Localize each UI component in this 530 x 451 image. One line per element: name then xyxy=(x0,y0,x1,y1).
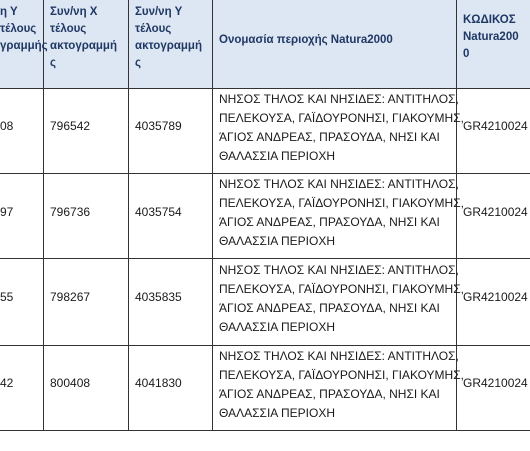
cell-y-end-partial: 08 xyxy=(0,119,14,133)
col-divider xyxy=(43,0,44,431)
header-y-end: Συν/νη Υ τέλους ακτογραμμή ς xyxy=(135,6,202,69)
cell-y-end-partial: 55 xyxy=(0,290,14,304)
header-area-name: Ονομασία περιοχής Natura2000 xyxy=(219,34,393,46)
cell-y-end: 4041830 xyxy=(135,376,182,390)
cell-natura-code: GR4210024 xyxy=(463,205,528,219)
cell-x-end: 796736 xyxy=(50,205,91,219)
col-divider xyxy=(212,0,213,431)
cell-y-end: 4035754 xyxy=(135,205,182,219)
header-y-end-partial: η Υ τέλους γραμμής xyxy=(0,6,48,52)
cell-natura-code: GR4210024 xyxy=(463,290,528,304)
row-divider xyxy=(0,88,530,89)
cell-natura-code: GR4210024 xyxy=(463,376,528,390)
header-natura-code: ΚΩΔΙΚΟΣ Natura200 0 xyxy=(463,14,519,60)
cell-x-end: 798267 xyxy=(50,290,91,304)
header-x-end: Συν/νη Χ τέλους ακτογραμμή ς xyxy=(50,6,117,69)
cell-area-name: ΝΗΣΟΣ ΤΗΛΟΣ ΚΑΙ ΝΗΣΙΔΕΣ: ΑΝΤΙΤΗΛΟΣ, ΠΕΛΕΚΟΥΣΑ, ΓΑΪΔΟΥΡΟΝΗΣΙ, ΓΙΑΚΟΥΜΗΣ, ΆΓΙΟΣ ΑΝΔΡΕΑΣ, ΠΡΑΣΟΥΔΑ, ΝΗΣΙ ΚΑΙ ΘΑΛΑΣΣΙΑ ΠΕΡΙΟΧΗ xyxy=(219,349,464,420)
cell-x-end: 800408 xyxy=(50,376,91,390)
row-divider xyxy=(0,345,530,346)
cell-area-name: ΝΗΣΟΣ ΤΗΛΟΣ ΚΑΙ ΝΗΣΙΔΕΣ: ΑΝΤΙΤΗΛΟΣ, ΠΕΛΕΚΟΥΣΑ, ΓΑΪΔΟΥΡΟΝΗΣΙ, ΓΙΑΚΟΥΜΗΣ, ΆΓΙΟΣ ΑΝΔΡΕΑΣ, ΠΡΑΣΟΥΔΑ, ΝΗΣΙ ΚΑΙ ΘΑΛΑΣΣΙΑ ΠΕΡΙΟΧΗ xyxy=(219,177,464,248)
row-divider xyxy=(0,430,530,431)
cell-natura-code: GR4210024 xyxy=(463,119,528,133)
cell-y-end: 4035835 xyxy=(135,290,182,304)
cell-y-end-partial: 42 xyxy=(0,376,14,390)
cell-x-end: 796542 xyxy=(50,119,91,133)
col-divider xyxy=(128,0,129,431)
cell-y-end: 4035789 xyxy=(135,119,182,133)
cell-area-name: ΝΗΣΟΣ ΤΗΛΟΣ ΚΑΙ ΝΗΣΙΔΕΣ: ΑΝΤΙΤΗΛΟΣ, ΠΕΛΕΚΟΥΣΑ, ΓΑΪΔΟΥΡΟΝΗΣΙ, ΓΙΑΚΟΥΜΗΣ, ΆΓΙΟΣ ΑΝΔΡΕΑΣ, ΠΡΑΣΟΥΔΑ, ΝΗΣΙ ΚΑΙ ΘΑΛΑΣΣΙΑ ΠΕΡΙΟΧΗ xyxy=(219,263,464,334)
row-divider xyxy=(0,173,530,174)
row-divider xyxy=(0,258,530,259)
cell-y-end-partial: 97 xyxy=(0,205,14,219)
cell-area-name: ΝΗΣΟΣ ΤΗΛΟΣ ΚΑΙ ΝΗΣΙΔΕΣ: ΑΝΤΙΤΗΛΟΣ, ΠΕΛΕΚΟΥΣΑ, ΓΑΪΔΟΥΡΟΝΗΣΙ, ΓΙΑΚΟΥΜΗΣ, ΆΓΙΟΣ ΑΝΔΡΕΑΣ, ΠΡΑΣΟΥΔΑ, ΝΗΣΙ ΚΑΙ ΘΑΛΑΣΣΙΑ ΠΕΡΙΟΧΗ xyxy=(219,92,464,163)
